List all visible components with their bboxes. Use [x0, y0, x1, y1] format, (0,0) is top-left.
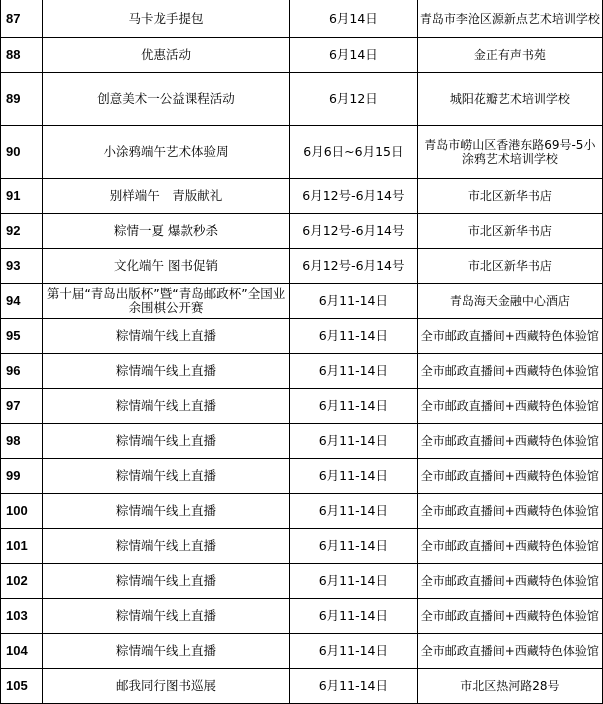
row-number: 100	[1, 494, 43, 529]
row-number: 98	[1, 424, 43, 459]
table-row	[1, 389, 603, 424]
table-row	[1, 494, 603, 529]
table-row	[1, 319, 603, 354]
activity-venue: 金正有声书苑	[417, 38, 602, 73]
activity-name: 创意美术一公益课程活动	[42, 73, 289, 126]
table-row	[1, 669, 603, 704]
activity-name: 粽情端午线上直播	[42, 319, 289, 354]
table-row	[1, 424, 603, 459]
table-row	[1, 214, 603, 249]
table-row	[1, 126, 603, 179]
activity-name: 优惠活动	[42, 38, 289, 73]
activity-date: 6月11-14日	[290, 599, 418, 634]
table-row	[1, 0, 603, 38]
activity-venue: 全市邮政直播间+西藏特色体验馆	[417, 529, 602, 564]
activity-name: 邮我同行图书巡展	[42, 669, 289, 704]
activity-venue: 全市邮政直播间+西藏特色体验馆	[417, 424, 602, 459]
events-table-body	[1, 0, 603, 704]
activity-date: 6月11-14日	[290, 354, 418, 389]
row-number: 101	[1, 529, 43, 564]
table-row	[1, 38, 603, 73]
activity-venue: 市北区新华书店	[417, 214, 602, 249]
activity-name: 粽情端午线上直播	[42, 354, 289, 389]
table-row	[1, 73, 603, 126]
table-row	[1, 284, 603, 319]
row-number: 99	[1, 459, 43, 494]
activity-date: 6月11-14日	[290, 669, 418, 704]
row-number: 88	[1, 38, 43, 73]
activity-venue: 全市邮政直播间+西藏特色体验馆	[417, 459, 602, 494]
table-row	[1, 459, 603, 494]
activity-venue: 市北区新华书店	[417, 249, 602, 284]
activity-date: 6月12日	[290, 73, 418, 126]
activity-venue: 全市邮政直播间+西藏特色体验馆	[417, 564, 602, 599]
activity-name: 粽情端午线上直播	[42, 494, 289, 529]
row-number: 105	[1, 669, 43, 704]
activity-date: 6月11-14日	[290, 634, 418, 669]
activity-name: 粽情端午线上直播	[42, 459, 289, 494]
row-number: 87	[1, 0, 43, 38]
activity-name: 粽情端午线上直播	[42, 634, 289, 669]
activity-name: 粽情端午线上直播	[42, 529, 289, 564]
table-row	[1, 249, 603, 284]
row-number: 92	[1, 214, 43, 249]
activity-date: 6月12号-6月14号	[290, 179, 418, 214]
activity-date: 6月14日	[290, 38, 418, 73]
table-row	[1, 564, 603, 599]
activity-name: 别样端午 青版献礼	[42, 179, 289, 214]
activity-name: 粽情端午线上直播	[42, 389, 289, 424]
row-number: 94	[1, 284, 43, 319]
activity-venue: 全市邮政直播间+西藏特色体验馆	[417, 634, 602, 669]
table-row	[1, 354, 603, 389]
table-row	[1, 179, 603, 214]
activity-date: 6月11-14日	[290, 389, 418, 424]
activity-venue: 市北区新华书店	[417, 179, 602, 214]
activity-venue: 市北区热河路28号	[417, 669, 602, 704]
activity-date: 6月11-14日	[290, 459, 418, 494]
row-number: 95	[1, 319, 43, 354]
row-number: 89	[1, 73, 43, 126]
row-number: 103	[1, 599, 43, 634]
activity-date: 6月6日~6月15日	[290, 126, 418, 179]
activity-name: 粽情端午线上直播	[42, 424, 289, 459]
activity-name: 小涂鸦端午艺术体验周	[42, 126, 289, 179]
row-number: 104	[1, 634, 43, 669]
table-row	[1, 529, 603, 564]
activity-name: 文化端午 图书促销	[42, 249, 289, 284]
activity-venue: 全市邮政直播间+西藏特色体验馆	[417, 494, 602, 529]
activity-date: 6月11-14日	[290, 529, 418, 564]
activity-venue: 全市邮政直播间+西藏特色体验馆	[417, 354, 602, 389]
activity-date: 6月11-14日	[290, 284, 418, 319]
activity-date: 6月12号-6月14号	[290, 249, 418, 284]
activity-date: 6月11-14日	[290, 564, 418, 599]
table-row	[1, 634, 603, 669]
activity-date: 6月14日	[290, 0, 418, 38]
row-number: 102	[1, 564, 43, 599]
row-number: 91	[1, 179, 43, 214]
activity-venue: 青岛市李沧区源新点艺术培训学校	[417, 0, 602, 38]
activity-venue: 全市邮政直播间+西藏特色体验馆	[417, 389, 602, 424]
activity-name: 马卡龙手提包	[42, 0, 289, 38]
activity-venue: 青岛市崂山区香港东路69号-5小涂鸦艺术培训学校	[417, 126, 602, 179]
activity-venue: 全市邮政直播间+西藏特色体验馆	[417, 319, 602, 354]
activity-date: 6月11-14日	[290, 494, 418, 529]
activity-date: 6月11-14日	[290, 319, 418, 354]
row-number: 93	[1, 249, 43, 284]
activity-name: 粽情一夏 爆款秒杀	[42, 214, 289, 249]
table-row	[1, 599, 603, 634]
activity-date: 6月12号-6月14号	[290, 214, 418, 249]
activity-name: 第十届“青岛出版杯”暨“青岛邮政杯”全国业余围棋公开赛	[42, 284, 289, 319]
activity-venue: 城阳花瓣艺术培训学校	[417, 73, 602, 126]
row-number: 96	[1, 354, 43, 389]
activity-date: 6月11-14日	[290, 424, 418, 459]
activity-venue: 全市邮政直播间+西藏特色体验馆	[417, 599, 602, 634]
row-number: 90	[1, 126, 43, 179]
activity-venue: 青岛海天金融中心酒店	[417, 284, 602, 319]
activity-name: 粽情端午线上直播	[42, 564, 289, 599]
row-number: 97	[1, 389, 43, 424]
activity-name: 粽情端午线上直播	[42, 599, 289, 634]
